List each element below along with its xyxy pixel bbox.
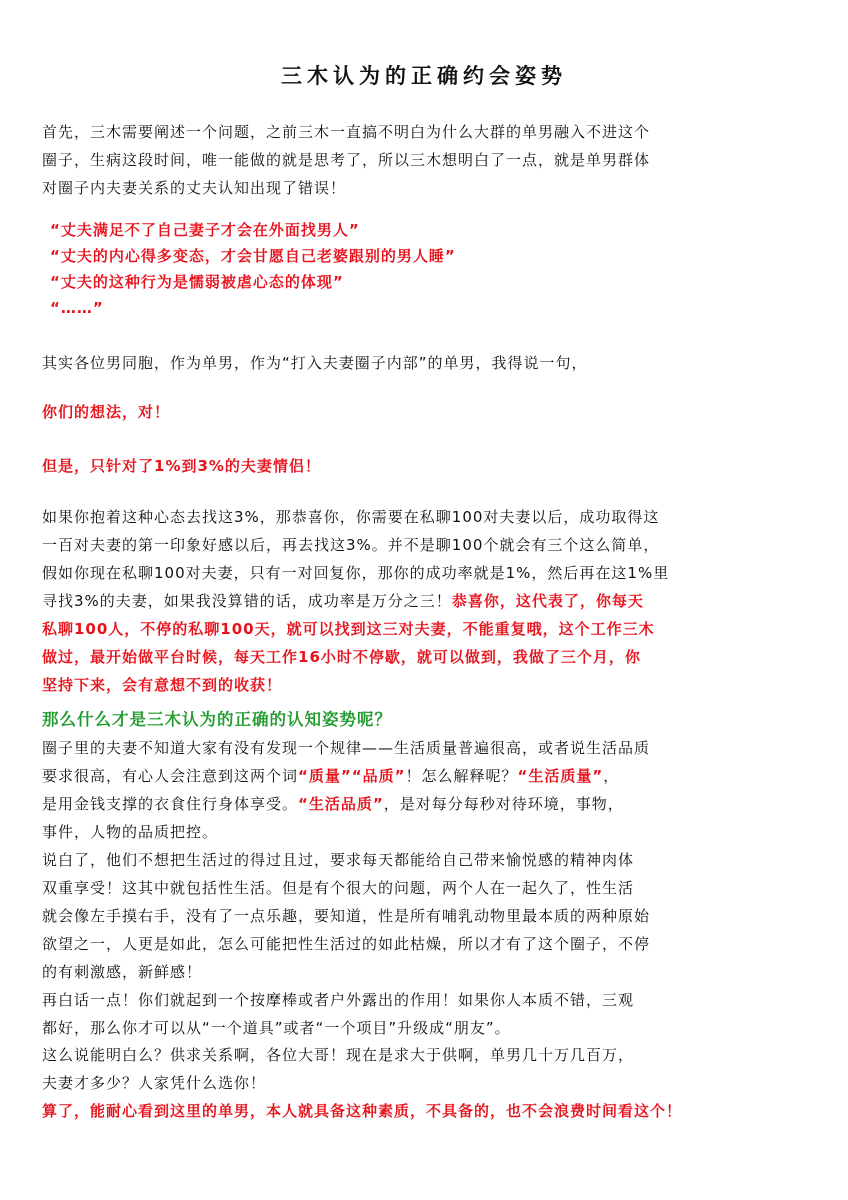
intro-line: 对圈子内夫妻关系的丈夫认知出现了错误！: [42, 179, 347, 197]
intro-line: 圈子，生病这段时间，唯一能做的就是思考了，所以三木想明白了一点，就是单男群体: [42, 151, 651, 169]
line-segment: ，是对每分每秒对待环境，事物，: [383, 795, 624, 813]
quote-line: “丈夫的内心得多变态，才会甘愿自己老婆跟别的男人睡”: [50, 247, 456, 265]
paragraph-line: [42, 587, 822, 615]
brothers-paragraph: [42, 349, 822, 377]
paragraph-line: 做过，最开始做平台时候，每天工作16小时不停歇，就可以做到，我做了三个月，你: [42, 648, 641, 666]
paragraph-line: 双重享受！这其中就包括性生活。但是有个很大的问题，两个人在一起久了，性生活: [42, 879, 635, 897]
line-segment: 是用金钱支撑的衣食住行身体享受。: [42, 795, 299, 813]
right-line: 你们的想法，对！: [42, 403, 171, 421]
paragraph-line: 事件，人物的品质把控。: [42, 823, 219, 841]
highlight-segment: “生活品质”: [298, 795, 384, 813]
intro-line: 首先，三木需要阐述一个问题，之前三木一直搞不明白为什么大群的单男融入不进这个: [42, 123, 651, 141]
highlight-segment: “生活质量”: [517, 767, 604, 785]
quote-line: “丈夫的这种行为是懦弱被虐心态的体现”: [50, 273, 344, 291]
paragraph-line: 都好，那么你才可以从“一个道具”或者“一个项目”升级成“朋友”。: [42, 1019, 511, 1037]
section-heading: [42, 706, 822, 734]
paragraph-line: 的有刺激感，新鲜感！: [42, 963, 203, 981]
paragraph-line: 夫妻才多少？人家凭什么选你！: [42, 1074, 267, 1092]
paragraph-line: 说白了，他们不想把生活过的得过且过，要求每天都能给自己带来愉悦感的精神肉体: [42, 851, 635, 869]
quote-list: [50, 217, 830, 321]
intro-paragraph: [42, 118, 822, 202]
paragraph-line: [42, 790, 822, 818]
but-line: 但是，只针对了1%到3%的夫妻情侣！: [42, 457, 321, 475]
paragraph-line: 一百对夫妻的第一印象好感以后，再去找这3%。并不是聊100个就会有三个这么简单，: [42, 536, 660, 554]
line-segment: 寻找3%的夫妻，如果我没算错的话，成功率是万分之三！: [42, 592, 452, 610]
highlight-segment: “质量”“品质”: [298, 767, 406, 785]
document-title: 三木认为的正确约会姿势: [281, 64, 567, 88]
heading-line: 那么什么才是三木认为的正确的认知姿势呢？: [42, 710, 392, 729]
line-segment: ，: [603, 767, 620, 785]
paragraph-line: 再白话一点！你们就起到一个按摩棒或者户外露出的作用！如果你人本质不错，三观: [42, 991, 635, 1009]
line-segment: 要求很高，有心人会注意到这两个词: [42, 767, 299, 785]
paragraph-line: 如果你抱着这种心态去找这3%，那恭喜你，你需要在私聊100对夫妻以后，成功取得这: [42, 508, 660, 526]
paragraph-line: 这么说能明白么？供求关系啊，各位大哥！现在是求大于供啊，单男几十万几百万，: [42, 1046, 635, 1064]
paragraph-line: [42, 762, 822, 790]
quote-line: “……”: [50, 299, 104, 317]
right-statement: [42, 398, 822, 426]
paragraph-line: 圈子里的夫妻不知道大家有没有发现一个规律——生活质量普遍很高，或者说生活品质: [42, 739, 651, 757]
highlight-segment: 恭喜你，这代表了，你每天: [451, 592, 644, 610]
line-segment: ！怎么解释呢？: [405, 767, 518, 785]
paragraph-line: 假如你现在私聊100对夫妻，只有一对回复你，那你的成功率就是1%，然后再在这1%里: [42, 564, 670, 582]
but-statement: [42, 452, 822, 480]
closing-paragraph: [42, 1041, 822, 1125]
paragraph-line: 就会像左手摸右手，没有了一点乐趣，要知道，性是所有哺乳动物里最本质的两种原始: [42, 907, 651, 925]
quality-paragraph: [42, 734, 822, 1042]
three-percent-paragraph: [42, 503, 822, 699]
quote-line: “丈夫满足不了自己妻子才会在外面找男人”: [50, 221, 360, 239]
paragraph-line: 欲望之一，人更是如此，怎么可能把性生活过的如此枯燥，所以才有了这个圈子，不停: [42, 935, 651, 953]
brothers-line: 其实各位男同胞，作为单男，作为“打入夫妻圈子内部”的单男，我得说一句，: [42, 354, 588, 372]
paragraph-line: 坚持下来，会有意想不到的收获！: [42, 676, 283, 694]
paragraph-line: 算了，能耐心看到这里的单男，本人就具备这种素质，不具备的，也不会浪费时间看这个！: [42, 1102, 683, 1120]
paragraph-line: 私聊100人，不停的私聊100天，就可以找到这三对夫妻，不能重复哦，这个工作三木: [42, 620, 655, 638]
